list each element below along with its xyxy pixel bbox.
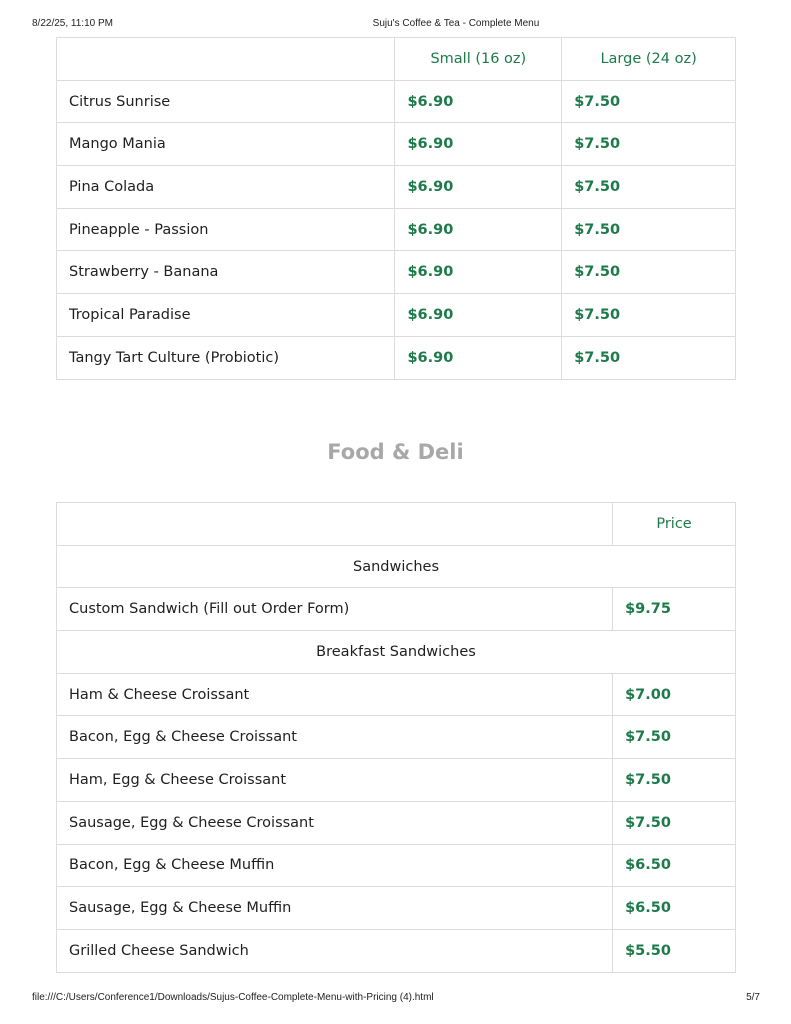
table-row: [57, 336, 736, 379]
table-row: [57, 673, 736, 716]
header-item: [57, 38, 395, 81]
item-name: Bacon, Egg & Cheese Muffin: [57, 844, 613, 887]
table-row: [57, 251, 736, 294]
table-row: [57, 887, 736, 930]
item-name: Mango Mania: [57, 123, 395, 166]
print-date: 8/22/25, 11:10 PM: [32, 18, 113, 29]
price-small: $6.90: [395, 294, 562, 337]
item-price: $5.50: [613, 929, 736, 972]
table-row: [57, 929, 736, 972]
item-price: $7.50: [613, 801, 736, 844]
print-title: Suju's Coffee & Tea - Complete Menu: [372, 18, 540, 29]
table-row: [57, 80, 736, 123]
price-small: $6.90: [395, 251, 562, 294]
price-large: $7.50: [562, 80, 736, 123]
table-row: [57, 294, 736, 337]
table-header-row: [57, 503, 736, 546]
section-title-food-deli: Food & Deli: [327, 440, 464, 464]
header-small: Small (16 oz): [395, 38, 562, 81]
table-header-row: [57, 38, 736, 81]
price-large: $7.50: [562, 336, 736, 379]
section-label: Breakfast Sandwiches: [57, 631, 736, 674]
price-small: $6.90: [395, 336, 562, 379]
item-name: Citrus Sunrise: [57, 80, 395, 123]
smoothie-price-table: [56, 37, 736, 380]
item-name: Grilled Cheese Sandwich: [57, 929, 613, 972]
item-price: $6.50: [613, 887, 736, 930]
price-small: $6.90: [395, 80, 562, 123]
price-large: $7.50: [562, 123, 736, 166]
table-row: [57, 844, 736, 887]
price-small: $6.90: [395, 123, 562, 166]
item-name: Bacon, Egg & Cheese Croissant: [57, 716, 613, 759]
table-row: [57, 588, 736, 631]
item-name: Ham & Cheese Croissant: [57, 673, 613, 716]
header-item: [57, 503, 613, 546]
item-price: $9.75: [613, 588, 736, 631]
item-name: Tropical Paradise: [57, 294, 395, 337]
item-name: Pina Colada: [57, 166, 395, 209]
header-large: Large (24 oz): [562, 38, 736, 81]
table-row: [57, 208, 736, 251]
price-small: $6.90: [395, 166, 562, 209]
item-name: Sausage, Egg & Cheese Muffin: [57, 887, 613, 930]
price-large: $7.50: [562, 251, 736, 294]
price-large: $7.50: [562, 294, 736, 337]
section-row: [57, 545, 736, 588]
item-name: Pineapple - Passion: [57, 208, 395, 251]
item-name: Ham, Egg & Cheese Croissant: [57, 759, 613, 802]
price-small: $6.90: [395, 208, 562, 251]
price-large: $7.50: [562, 166, 736, 209]
print-footer: [0, 992, 791, 1006]
item-price: $7.50: [613, 759, 736, 802]
food-price-table: [56, 502, 736, 973]
item-price: $7.50: [613, 716, 736, 759]
table-row: [57, 801, 736, 844]
section-label: Sandwiches: [57, 545, 736, 588]
price-large: $7.50: [562, 208, 736, 251]
table-row: [57, 123, 736, 166]
item-price: $7.00: [613, 673, 736, 716]
print-header: [0, 18, 791, 32]
item-name: Sausage, Egg & Cheese Croissant: [57, 801, 613, 844]
page-number: 5/7: [746, 992, 760, 1003]
print-url: file:///C:/Users/Conference1/Downloads/Sujus-Coffee-Complete-Menu-with-Pricing (4).html: [32, 992, 434, 1003]
table-row: [57, 716, 736, 759]
section-row: [57, 631, 736, 674]
header-price: Price: [613, 503, 736, 546]
item-name: Custom Sandwich (Fill out Order Form): [57, 588, 613, 631]
item-name: Tangy Tart Culture (Probiotic): [57, 336, 395, 379]
table-row: [57, 166, 736, 209]
item-name: Strawberry - Banana: [57, 251, 395, 294]
table-row: [57, 759, 736, 802]
item-price: $6.50: [613, 844, 736, 887]
